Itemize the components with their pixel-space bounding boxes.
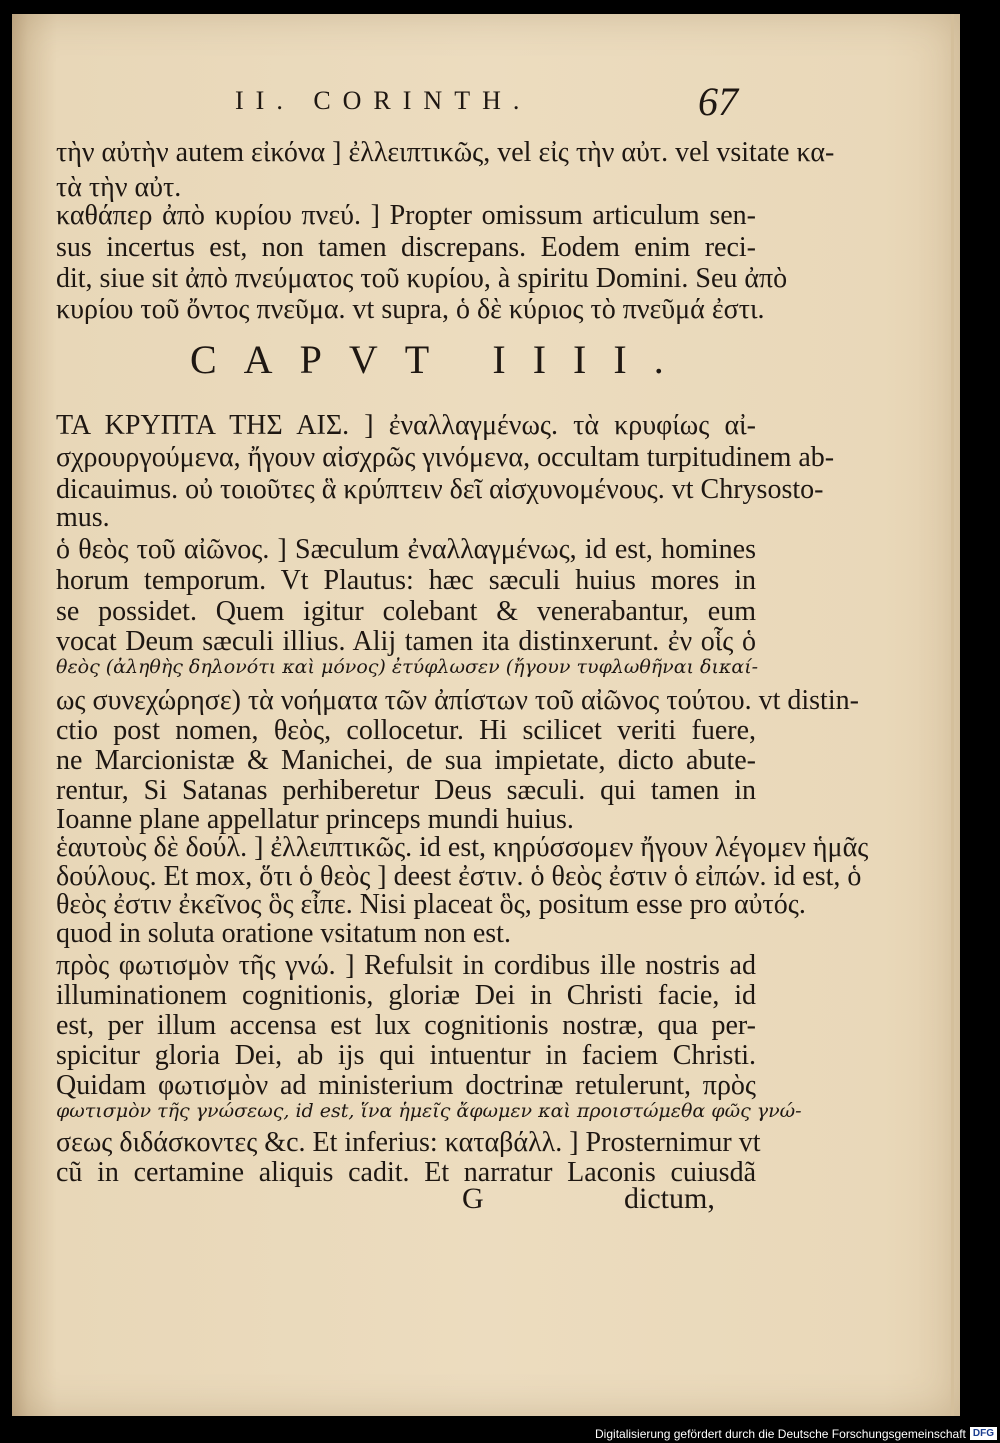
text-line: θεὸς ἐστιν ἐκεῖνος ὃς εἶπε. Nisi placeat ὃς, positum esse pro αὐτός. — [56, 889, 806, 920]
text-line: θεὸς (ἀληθὴς δηλονότι καὶ μόνος) ἐτύφλωσεν (ἤγουν τυφλωθῆναι δικαί- — [56, 656, 759, 678]
text-line: spicitur gloria Dei, ab ijs qui intuentur in faciem Christi. — [56, 1040, 756, 1071]
text-line: φωτισμὸν τῆς γνώσεως, id est, ἵνα ἡμεῖς ἄφωμεν καὶ προιστώμεθα φῶς γνώ- — [56, 1100, 802, 1122]
text-line: ἑαυτοὺς δὲ δούλ. ] ἐλλειπτικῶς. id est, κηρύσσομεν ἤγουν λέγομεν ἡμᾶς — [56, 832, 869, 863]
text-line: sus incertus est, non tamen discrepans. Eodem enim reci- — [56, 232, 756, 263]
dfg-logo-icon: DFG — [970, 1427, 997, 1440]
text-line: ctio post nomen, θεὸς, collocetur. Hi scilicet veriti fuere, — [56, 715, 756, 746]
text-line: Ioanne plane appellatur princeps mundi huius. — [56, 804, 574, 835]
text-line: Quidam φωτισμὸν ad ministerium doctrinæ retulerunt, πρὸς — [56, 1070, 756, 1101]
text-line: cũ in certamine aliquis cadit. Et narratur Laconis cuiusdã — [56, 1157, 756, 1188]
text-line: ὁ θεὸς τοῦ αἰῶνος. ] Sæculum ἐναλλαγμένως, id est, homines — [56, 534, 756, 565]
text-line: κυρίου τοῦ ὄντος πνεῦμα. vt supra, ὁ δὲ κύριος τὸ πνεῦμά ἐστι. — [56, 294, 765, 325]
chapter-heading: CAPVT IIII. — [190, 337, 691, 382]
text-line: σεως διδάσκοντες &c. Et inferius: καταβάλλ. ] Prosternimur vt — [56, 1127, 761, 1158]
catchword: dictum, — [624, 1182, 715, 1215]
text-line: dicauimus. οὐ τοιοῦτες ἃ κρύπτειν δεῖ αἰσχυνομένους. vt Chrysosto- — [56, 474, 824, 505]
text-line: mus. — [56, 502, 110, 533]
text-line: dit, siue sit ἀπὸ πνεύματος τοῦ κυρίου, à spiritu Domini. Seu ἀπὸ — [56, 263, 788, 294]
page-number: 67 — [698, 79, 738, 124]
text-line: τὰ τὴν αὐτ. — [56, 172, 182, 203]
text-line: δούλους. Et mox, ὅτι ὁ θεὸς ] deest ἐστιν. ὁ θεὸς ἐστιν ὁ εἰπών. id est, ὁ — [56, 861, 862, 892]
book-page — [12, 14, 960, 1416]
text-line: σχρουργούμενα, ἤγουν αἰσχρῶς γινόμενα, occultam turpitudinem ab- — [56, 442, 835, 473]
text-line: ΤΑ ΚΡΥΠΤΑ ΤΗΣ ΑΙΣ. ] ἐναλλαγμένως. τὰ κρυφίως αἰ- — [56, 410, 756, 441]
text-line: rentur, Si Satanas perhiberetur Deus sæculi. qui tamen in — [56, 775, 756, 806]
text-line: est, per illum accensa est lux cognitionis nostræ, qua per- — [56, 1010, 756, 1041]
page-edge — [951, 14, 954, 1416]
text-line: καθάπερ ἀπὸ κυρίου πνεύ. ] Propter omissum articulum sen- — [56, 200, 756, 231]
text-line: vocat Deum sæculi illius. Alij tamen ita distinxerunt. ἐν οἷς ὁ — [56, 626, 756, 657]
text-line: ne Marcionistæ & Manichei, de sua impietate, dicto abute- — [56, 745, 756, 776]
running-head: II. CORINTH. — [235, 86, 532, 115]
signature-mark: G — [462, 1182, 484, 1215]
digitization-credit — [595, 1424, 1000, 1443]
text-line: se possidet. Quem igitur colebant & venerabantur, eum — [56, 596, 756, 627]
text-line: τὴν αὐτὴν autem εἰκόνα ] ἐλλειπτικῶς, vel εἰς τὴν αὐτ. vel vsitate κα- — [56, 137, 835, 168]
text-line: ως συνεχώρησε) τὰ νοήματα τῶν ἀπίστων τοῦ αἰῶνος τούτου. vt distin- — [56, 685, 859, 716]
text-line: quod in soluta oratione vsitatum non est. — [56, 918, 511, 949]
text-line: πρὸς φωτισμὸν τῆς γνώ. ] Refulsit in cordibus ille nostris ad — [56, 950, 756, 981]
text-line: illuminationem cognitionis, gloriæ Dei in Christi facie, id — [56, 980, 756, 1011]
page-text-block — [30, 14, 930, 1416]
text-line: horum temporum. Vt Plautus: hæc sæculi huius mores in — [56, 565, 756, 596]
credit-text: Digitalisierung gefördert durch die Deutsche Forschungsgemeinschaft — [595, 1426, 966, 1441]
